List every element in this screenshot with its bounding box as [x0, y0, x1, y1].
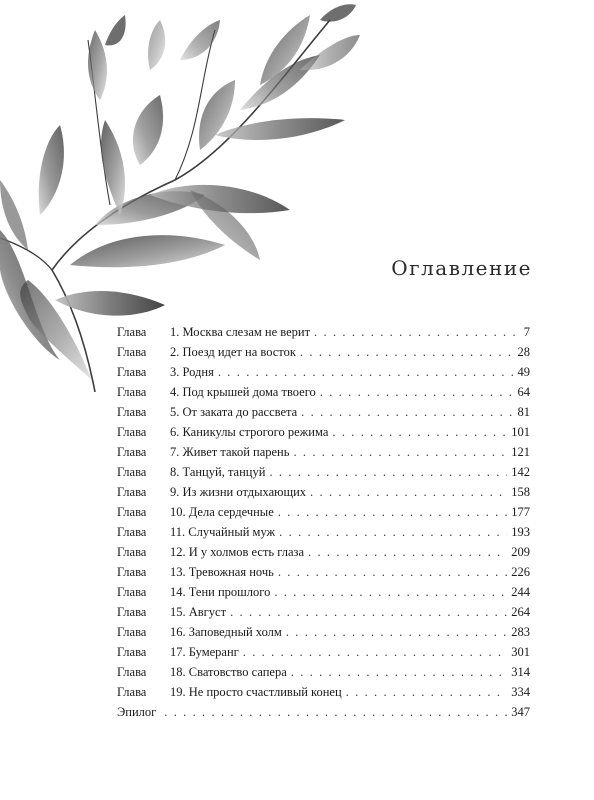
toc-entry-page: 193 — [511, 525, 530, 539]
toc-entry-chapter: 19. Не просто счастливый конец — [170, 685, 342, 699]
toc-entry-label: Глава — [117, 465, 147, 479]
toc-dot-leader — [314, 322, 520, 342]
toc-entry-label: Глава — [117, 625, 147, 639]
toc-entry-page: 264 — [511, 605, 530, 619]
toc-entry — [117, 582, 530, 602]
toc-entry-chapter: 4. Под крышей дома твоего — [170, 385, 316, 399]
toc-entry-page: 121 — [511, 445, 530, 459]
toc-entry-chapter: 16. Заповедный холм — [170, 625, 282, 639]
toc-entry-label: Глава — [117, 365, 147, 379]
toc-entry-label: Глава — [117, 485, 147, 499]
toc-entry — [117, 422, 530, 442]
toc-entry-label: Глава — [117, 605, 147, 619]
toc-dot-leader — [164, 702, 507, 722]
toc-entry-label: Глава — [117, 385, 147, 399]
toc-entry-label: Глава — [117, 345, 147, 359]
toc-entry — [117, 702, 530, 722]
toc-entry-chapter: 9. Из жизни отдыхающих — [170, 485, 307, 499]
toc-dot-leader — [269, 462, 507, 482]
toc-entry — [117, 442, 530, 462]
toc-entry-page: 244 — [511, 585, 530, 599]
toc-entry-page: 209 — [511, 545, 530, 559]
toc-entry-page: 7 — [523, 325, 530, 339]
toc-entry-chapter: 6. Каникулы строгого режима — [170, 425, 329, 439]
toc-entry — [117, 602, 530, 622]
toc-entry — [117, 642, 530, 662]
toc-entry — [117, 502, 530, 522]
toc-entry-page: 347 — [511, 705, 530, 719]
toc-entry-label: Глава — [117, 425, 147, 439]
toc-dot-leader — [278, 502, 508, 522]
toc-entry-page: 28 — [517, 345, 530, 359]
toc-entry — [117, 402, 530, 422]
toc-entry — [117, 662, 530, 682]
toc-dot-leader — [291, 662, 508, 682]
toc-entry — [117, 482, 530, 502]
toc-entry-page: 283 — [511, 625, 530, 639]
toc-entry-label: Глава — [117, 525, 147, 539]
toc-entry — [117, 562, 530, 582]
toc-title: Оглавление — [391, 256, 532, 280]
toc-entry — [117, 522, 530, 542]
toc-dot-leader — [293, 442, 507, 462]
toc-entry-label: Глава — [117, 565, 147, 579]
toc-entry-page: 49 — [517, 365, 530, 379]
toc-entry — [117, 622, 530, 642]
toc-entry — [117, 382, 530, 402]
toc-entry-chapter: 15. Август — [170, 605, 227, 619]
toc-entry-page: 142 — [511, 465, 530, 479]
toc-entry — [117, 362, 530, 382]
toc-dot-leader — [274, 582, 507, 602]
toc-entry-chapter: 5. От заката до рассвета — [170, 405, 298, 419]
toc-entry-label: Глава — [117, 405, 147, 419]
toc-entry-page: 177 — [511, 505, 530, 519]
toc-entry-page: 334 — [511, 685, 530, 699]
toc-entry-page: 101 — [511, 425, 530, 439]
toc-dot-leader — [218, 362, 514, 382]
toc-dot-leader — [310, 482, 507, 502]
toc-entry-chapter: 3. Родня — [170, 365, 214, 379]
toc-dot-leader — [301, 402, 513, 422]
toc-dot-leader — [230, 602, 507, 622]
toc-entry-label: Эпилог — [117, 705, 157, 719]
toc-dot-leader — [243, 642, 507, 662]
toc-entry-label: Глава — [117, 445, 147, 459]
toc-entry-chapter: 13. Тревожная ночь — [170, 565, 274, 579]
toc-entry-chapter: 1. Москва слезам не верит — [170, 325, 311, 339]
toc-dot-leader — [320, 382, 514, 402]
toc-entry — [117, 342, 530, 362]
table-of-contents — [117, 322, 530, 722]
toc-entry — [117, 462, 530, 482]
toc-entry-page: 314 — [511, 665, 530, 679]
toc-entry-chapter: 17. Бумеранг — [170, 645, 239, 659]
toc-entry-page: 226 — [511, 565, 530, 579]
toc-entry-label: Глава — [117, 645, 147, 659]
toc-dot-leader — [279, 522, 507, 542]
toc-entry — [117, 542, 530, 562]
toc-entry-chapter: 10. Дела сердечные — [170, 505, 274, 519]
toc-dot-leader — [278, 562, 507, 582]
toc-dot-leader — [300, 342, 514, 362]
toc-dot-leader — [308, 542, 507, 562]
toc-entry-label: Глава — [117, 545, 147, 559]
toc-entry-label: Глава — [117, 505, 147, 519]
toc-entry-chapter: 8. Танцуй, танцуй — [170, 465, 266, 479]
toc-entry-page: 64 — [517, 385, 530, 399]
toc-entry-chapter: 18. Сватовство сапера — [170, 665, 287, 679]
toc-entry-page: 81 — [517, 405, 530, 419]
toc-dot-leader — [346, 682, 508, 702]
toc-entry-chapter: 14. Тени прошлого — [170, 585, 271, 599]
toc-entry-page: 301 — [511, 645, 530, 659]
toc-entry-page: 158 — [511, 485, 530, 499]
toc-entry-label: Глава — [117, 685, 147, 699]
toc-entry-chapter: 7. Живет такой парень — [170, 445, 290, 459]
toc-dot-leader — [332, 422, 507, 442]
toc-entry — [117, 682, 530, 702]
toc-entry-label: Глава — [117, 665, 147, 679]
toc-entry-chapter: 12. И у холмов есть глаза — [170, 545, 305, 559]
toc-dot-leader — [286, 622, 507, 642]
toc-entry-chapter: 11. Случайный муж — [170, 525, 276, 539]
toc-entry-chapter: 2. Поезд идет на восток — [170, 345, 296, 359]
toc-entry-label: Глава — [117, 325, 147, 339]
toc-entry-label: Глава — [117, 585, 147, 599]
toc-entry — [117, 322, 530, 342]
